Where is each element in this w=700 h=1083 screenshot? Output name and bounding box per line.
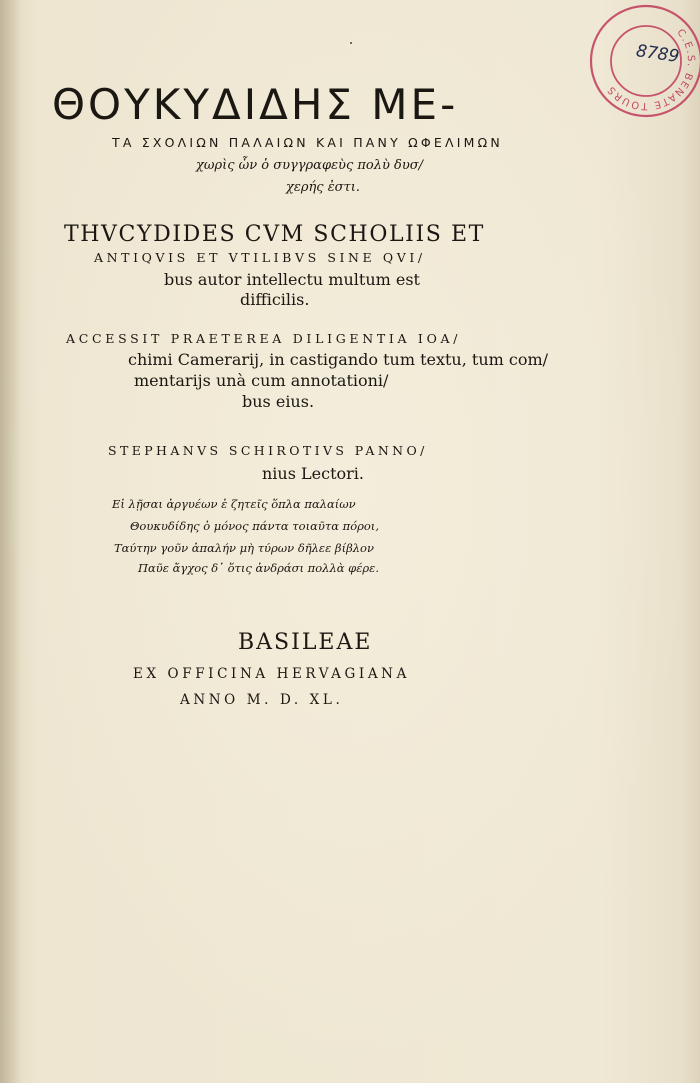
- imprint-year: ANNO M. D. XL.: [180, 692, 344, 708]
- latin-title-line-1: bus autor intellectu multum est: [164, 270, 420, 289]
- latin-title-caps: ANTIQVIS ET VTILIBVS SINE QVI/: [94, 250, 426, 265]
- ink-speck: [350, 42, 352, 44]
- latin-title-line-2: difficilis.: [240, 290, 310, 309]
- imprint-city: BASILEAE: [238, 630, 373, 655]
- binding-gutter: [0, 0, 22, 1083]
- shelf-number: 8789: [634, 41, 681, 67]
- stamp-ring-text: C.E.S. BENATE TOURS: [605, 27, 697, 112]
- epigram-line-1: Εἰ λῇσαι ἀργυέων ἐ ζητεῖς ὅπλα παλαίων: [112, 497, 356, 511]
- greek-title: ΘΟΥΚΥΔΙΔΗΣ ΜΕ-: [52, 80, 459, 129]
- greek-italic-line-2: χερής ἐστι.: [286, 180, 360, 195]
- stephanus-line-1: nius Lectori.: [262, 464, 364, 483]
- epigram-line-2: Θουκυδίδης ὁ μόνος πάντα τοιαῦτα πόροι,: [130, 519, 379, 533]
- epigram-line-3: Ταύτην γοῦν ἀπαλήν μὴ τύρων δῆλεε βίβλον: [114, 541, 374, 555]
- accessit-line-3: bus eius.: [242, 392, 315, 411]
- epigram-line-4: Παῦε ἄγχος δ᾽ ὅτις ἀνδράσι πολλὰ φέρε.: [138, 561, 379, 575]
- accessit-caps: ACCESSIT PRAETEREA DILIGENTIA IOA/: [66, 331, 462, 346]
- accessit-line-1: chimi Camerarij, in castigando tum textu, tum com/: [128, 350, 549, 369]
- imprint-office: EX OFFICINA HERVAGIANA: [133, 666, 410, 682]
- accessit-line-2: mentarijs unà cum annotationi/: [134, 371, 389, 390]
- stephanus-caps: STEPHANVS SCHIROTIVS PANNO/: [108, 443, 428, 458]
- greek-subtitle: ΤΑ ΣΧΟΛΙΩΝ ΠΑΛΑΙΩΝ ΚΑΙ ΠΑΝΥ ΩΦΕΛΙΜΩΝ: [112, 135, 503, 150]
- latin-title: THVCYDIDES CVM SCHOLIIS ET: [64, 222, 485, 247]
- greek-italic-line-1: χωρὶς ὧν ὁ συγγραφεὺς πολὺ δυσ/: [196, 158, 423, 173]
